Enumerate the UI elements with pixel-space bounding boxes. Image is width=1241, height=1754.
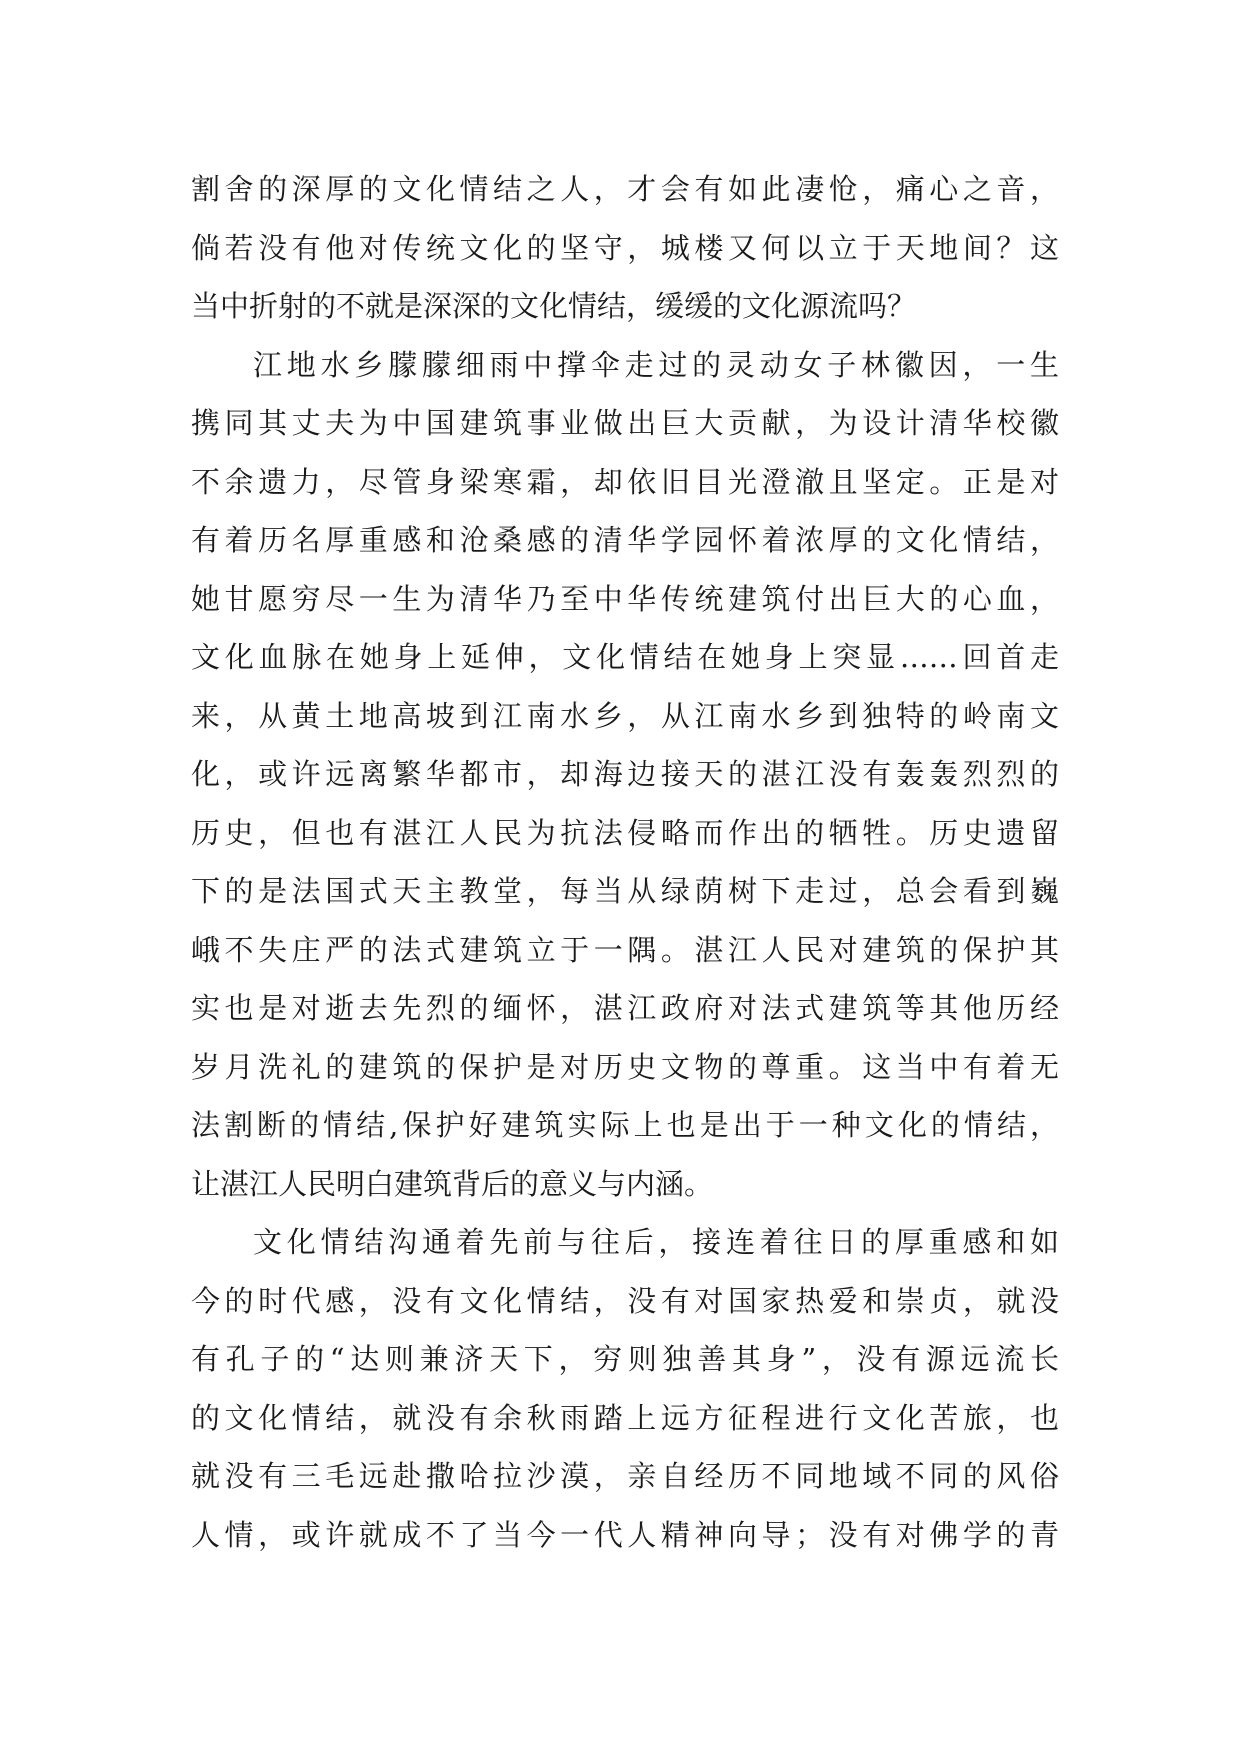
text-line: 倘若没有他对传统文化的坚守，城楼又何以立于天地间？这 — [191, 230, 1059, 265]
text-line: 人情，或许就成不了当今一代人精神向导；没有对佛学的青 — [191, 1517, 1059, 1552]
text-line: 就没有三毛远赴撒哈拉沙漠，亲自经历不同地域不同的风俗 — [191, 1459, 1059, 1493]
text-line: 的文化情结，就没有余秋雨踏上远方征程进行文化苦旅，也 — [191, 1400, 1059, 1435]
text-line: 下的是法国式天主教堂，每当从绿荫树下走过，总会看到巍 — [191, 874, 1059, 908]
text-line: 携同其丈夫为中国建筑事业做出巨大贡献，为设计清华校徽 — [191, 406, 1059, 440]
text-line: 化，或许远离繁华都市，却海边接天的湛江没有轰轰烈烈的 — [191, 757, 1059, 791]
text-line: 历史，但也有湛江人民为抗法侵略而作出的牺牲。历史遗留 — [191, 815, 1059, 850]
text-line: 不余遗力，尽管身梁寒霜，却依旧目光澄澈且坚定。正是对 — [191, 464, 1059, 499]
text-line: 今的时代感，没有文化情结，没有对国家热爱和崇贞，就没 — [191, 1283, 1059, 1318]
text-line: 当中折射的不就是深深的文化情结，缓缓的文化源流吗？ — [191, 289, 917, 323]
body-text — [191, 160, 1059, 1564]
text-line: 让湛江人民明白建筑背后的意义与内涵。 — [191, 1166, 714, 1201]
text-line: 有孔子的“达则兼济天下，穷则独善其身”，没有源远流长 — [191, 1342, 1059, 1376]
text-line: 文化情结沟通着先前与往后，接连着往日的厚重感和如 — [253, 1225, 1059, 1259]
text-line: 割舍的深厚的文化情结之人，才会有如此凄怆，痛心之音， — [191, 172, 1059, 206]
text-line: 法割断的情结,保护好建筑实际上也是出于一种文化的情结， — [191, 1108, 1059, 1142]
text-line: 她甘愿穷尽一生为清华乃至中华传统建筑付出巨大的心血， — [191, 581, 1059, 616]
text-line: 来，从黄土地高坡到江南水乡，从江南水乡到独特的岭南文 — [191, 698, 1059, 733]
text-line: 岁月洗礼的建筑的保护是对历史文物的尊重。这当中有着无 — [191, 1049, 1059, 1084]
text-line: 实也是对逝去先烈的缅怀，湛江政府对法式建筑等其他历经 — [191, 991, 1059, 1025]
text-line: 峨不失庄严的法式建筑立于一隅。湛江人民对建筑的保护其 — [191, 932, 1059, 967]
text-line: 江地水乡朦朦细雨中撑伞走过的灵动女子林徽因，一生 — [253, 347, 1059, 382]
text-line: 文化血脉在她身上延伸，文化情结在她身上突显……回首走 — [191, 640, 1059, 674]
text-line: 有着历名厚重感和沧桑感的清华学园怀着浓厚的文化情结， — [191, 523, 1059, 557]
